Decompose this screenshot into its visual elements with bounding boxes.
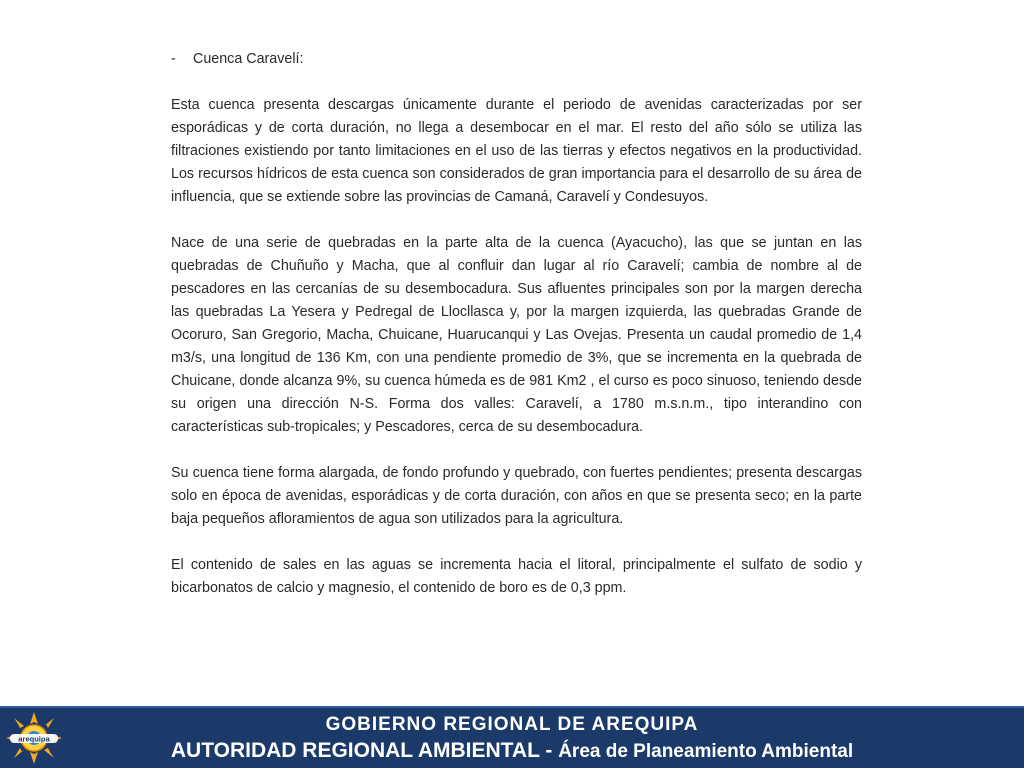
paragraph-4: El contenido de sales en las aguas se incrementa hacia el litoral, principalmente el sulfato de sodio y bicarbonatos de calcio y magnesio, el contenido de boro es de 0,3 ppm. [171, 557, 862, 596]
section-title: Cuenca Caravelí: [193, 51, 304, 67]
footer-authority: AUTORIDAD REGIONAL AMBIENTAL [170, 739, 540, 762]
logo-text: arequipa [18, 734, 50, 744]
footer-area: Área de Planeamiento Ambiental [558, 741, 854, 762]
paragraph-2: Nace de una serie de quebradas en la parte alta de la cuenca (Ayacucho), las que se juntan en las quebradas de Chuñuño y Macha, que al confluir dan lugar al río Caravelí; cambia de nombre al de pescadores en las cercanías de su desembocadura. Sus afluentes principales son por la margen derecha las quebradas La Yesera y Pedregal de Llocllasca y, por la margen izquierda, las quebradas Grande de Ocoruro, San Gregorio, Macha, Chuicane, Huarucanqui y Las Ovejas. Presenta un caudal promedio de 1,4 m3/s, una longitud de 136 Km, con una pendiente promedio de 3%, que se incrementa en la quebrada de Chuicane, donde alcanza 9%, su cuenca húmeda es de 981 Km2 , el curso es poco sinuoso, teniendo desde su origen una dirección N-S. Forma dos valles: Caravelí, a 1780 m.s.n.m., tipo interandino con características sub-tropicales; y Pescadores, cerca de su desembocadura. [171, 235, 862, 435]
footer-title: GOBIERNO REGIONAL DE AREQUIPA [325, 714, 699, 735]
footer-separator: - [539, 739, 559, 762]
paragraph-1: Esta cuenca presenta descargas únicamente durante el periodo de avenidas caracterizadas por ser esporádicas y de corta duración, no llega a desembocar en el mar. El resto del año sólo se utiliza las filtraciones existiendo por tanto limitaciones en el uso de las tierras y efectos negativos en la productividad. Los recursos hídricos de esta cuenca son considerados de gran importancia para el desarrollo de su área de influencia, que se extiende sobre las provincias de Camaná, Caravelí y Condesuyos. [171, 97, 862, 205]
document-body [171, 48, 862, 623]
footer-subtitle [0, 739, 1024, 763]
bullet-dash: - [171, 51, 176, 67]
footer-banner [0, 706, 1024, 768]
section-heading [171, 48, 862, 71]
paragraph-3: Su cuenca tiene forma alargada, de fondo profundo y quebrado, con fuertes pendientes; presenta descargas solo en época de avenidas, esporádicas y de corta duración, con años en que se presenta seco; en la parte baja pequeños afloramientos de agua son utilizados para la agricultura. [171, 465, 862, 527]
